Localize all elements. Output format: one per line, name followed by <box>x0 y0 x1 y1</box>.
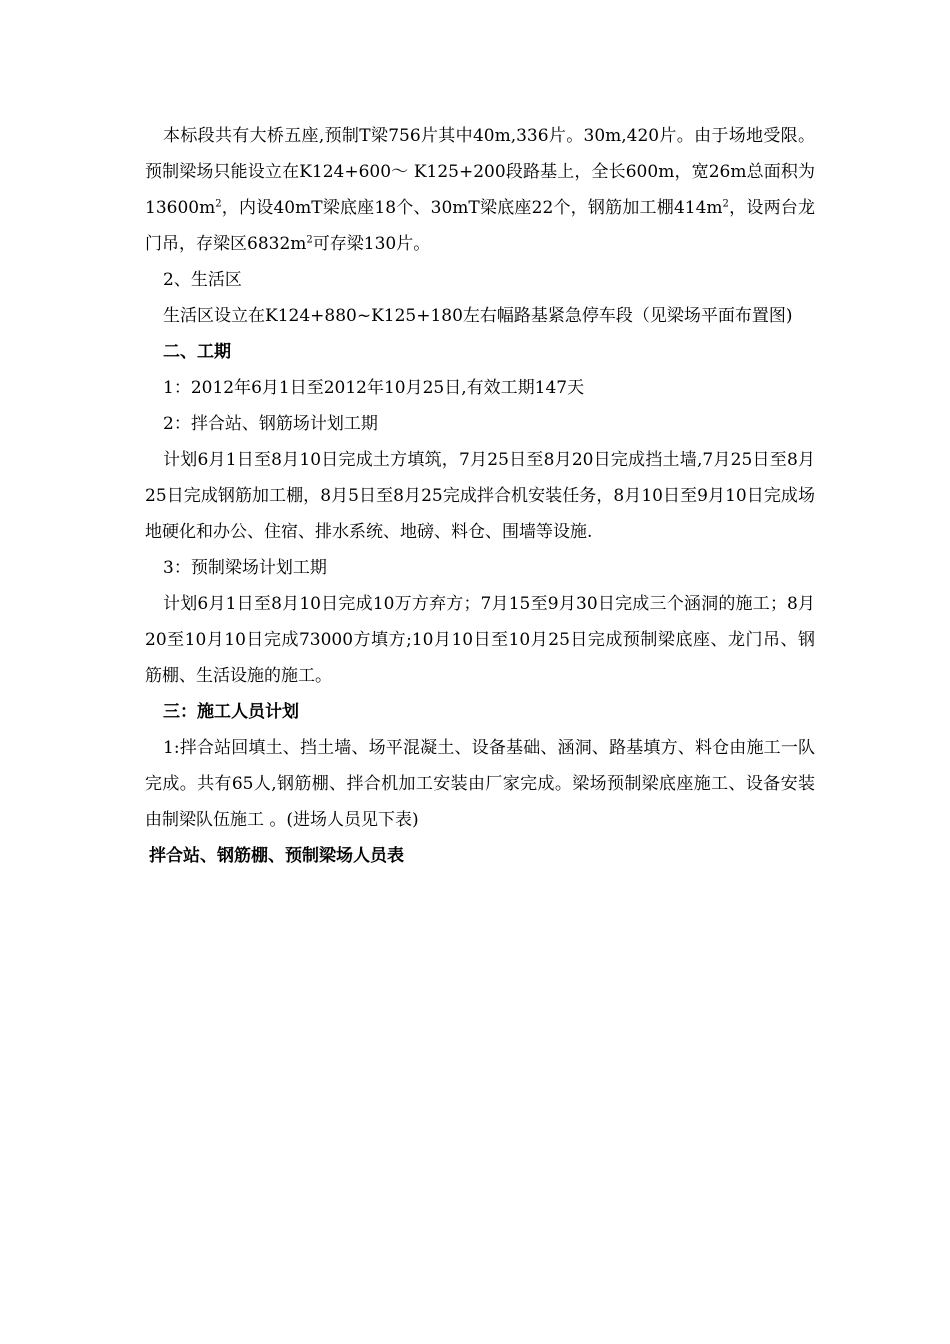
paragraph-bridge-overview <box>145 118 815 262</box>
section-heading-schedule: 二、工期 <box>163 342 231 362</box>
paragraph-staffing-1: 1:拌合站回填土、挡土墙、场平混凝土、设备基础、涵洞、路基填方、料仓由施工一队完成。共有65人,钢筋棚、拌合机加工安装由厂家完成。梁场预制梁底座施工、设备安装由制梁队伍施工 。(进场人员见下表) <box>145 738 815 830</box>
superscript: 2 <box>215 198 222 210</box>
paragraph-schedule-1: 1：2012年6月1日至2012年10月25日,有效工期147天 <box>163 378 585 398</box>
paragraph-living-area: 生活区设立在K124+880~K125+180左右幅路基紧急停车段（见梁场平面布置图) <box>163 306 793 326</box>
paragraph-schedule-2-heading: 2：拌合站、钢筋场计划工期 <box>163 414 378 434</box>
paragraph-schedule-2: 计划6月1日至8月10日完成土方填筑，7月25日至8月20日完成挡土墙,7月25日至8月25日完成钢筋加工棚，8月5日至8月25完成拌合机安装任务，8月10日至9月10日完成场地硬化和办公、住宿、排水系统、地磅、料仓、围墙等设施. <box>145 450 815 542</box>
paragraph-schedule-3: 计划6月1日至8月10日完成10万方弃方；7月15至9月30日完成三个涵洞的施工；8月20至10月10日完成73000方填方;10月10日至10月25日完成预制梁底座、龙门吊、钢筋棚、生活设施的施工。 <box>145 594 815 686</box>
text-segment: ，内设40mT梁底座18个、30mT梁底座22个，钢筋加工棚414m <box>221 198 723 218</box>
table-caption-staff: 拌合站、钢筋棚、预制梁场人员表 <box>149 846 404 866</box>
superscript: 2 <box>306 234 313 246</box>
paragraph-schedule-3-heading: 3：预制梁场计划工期 <box>163 558 327 578</box>
superscript: 2 <box>722 198 729 210</box>
paragraph-living-area-heading: 2、生活区 <box>163 270 242 290</box>
text-segment: ，设两台龙门吊，存梁区6832m <box>145 198 815 254</box>
text-segment: 本标段共有大桥五座,预制T梁756片其中40m,336片。30m,420片。由于场地受限。预制梁场只能设立在K124+600～ K125+200段路基上，全长600m，宽26m总面积为13600m <box>145 126 815 218</box>
document-page <box>145 118 815 874</box>
section-heading-staffing: 三：施工人员计划 <box>163 702 299 722</box>
text-segment: 可存梁130片。 <box>312 234 431 254</box>
